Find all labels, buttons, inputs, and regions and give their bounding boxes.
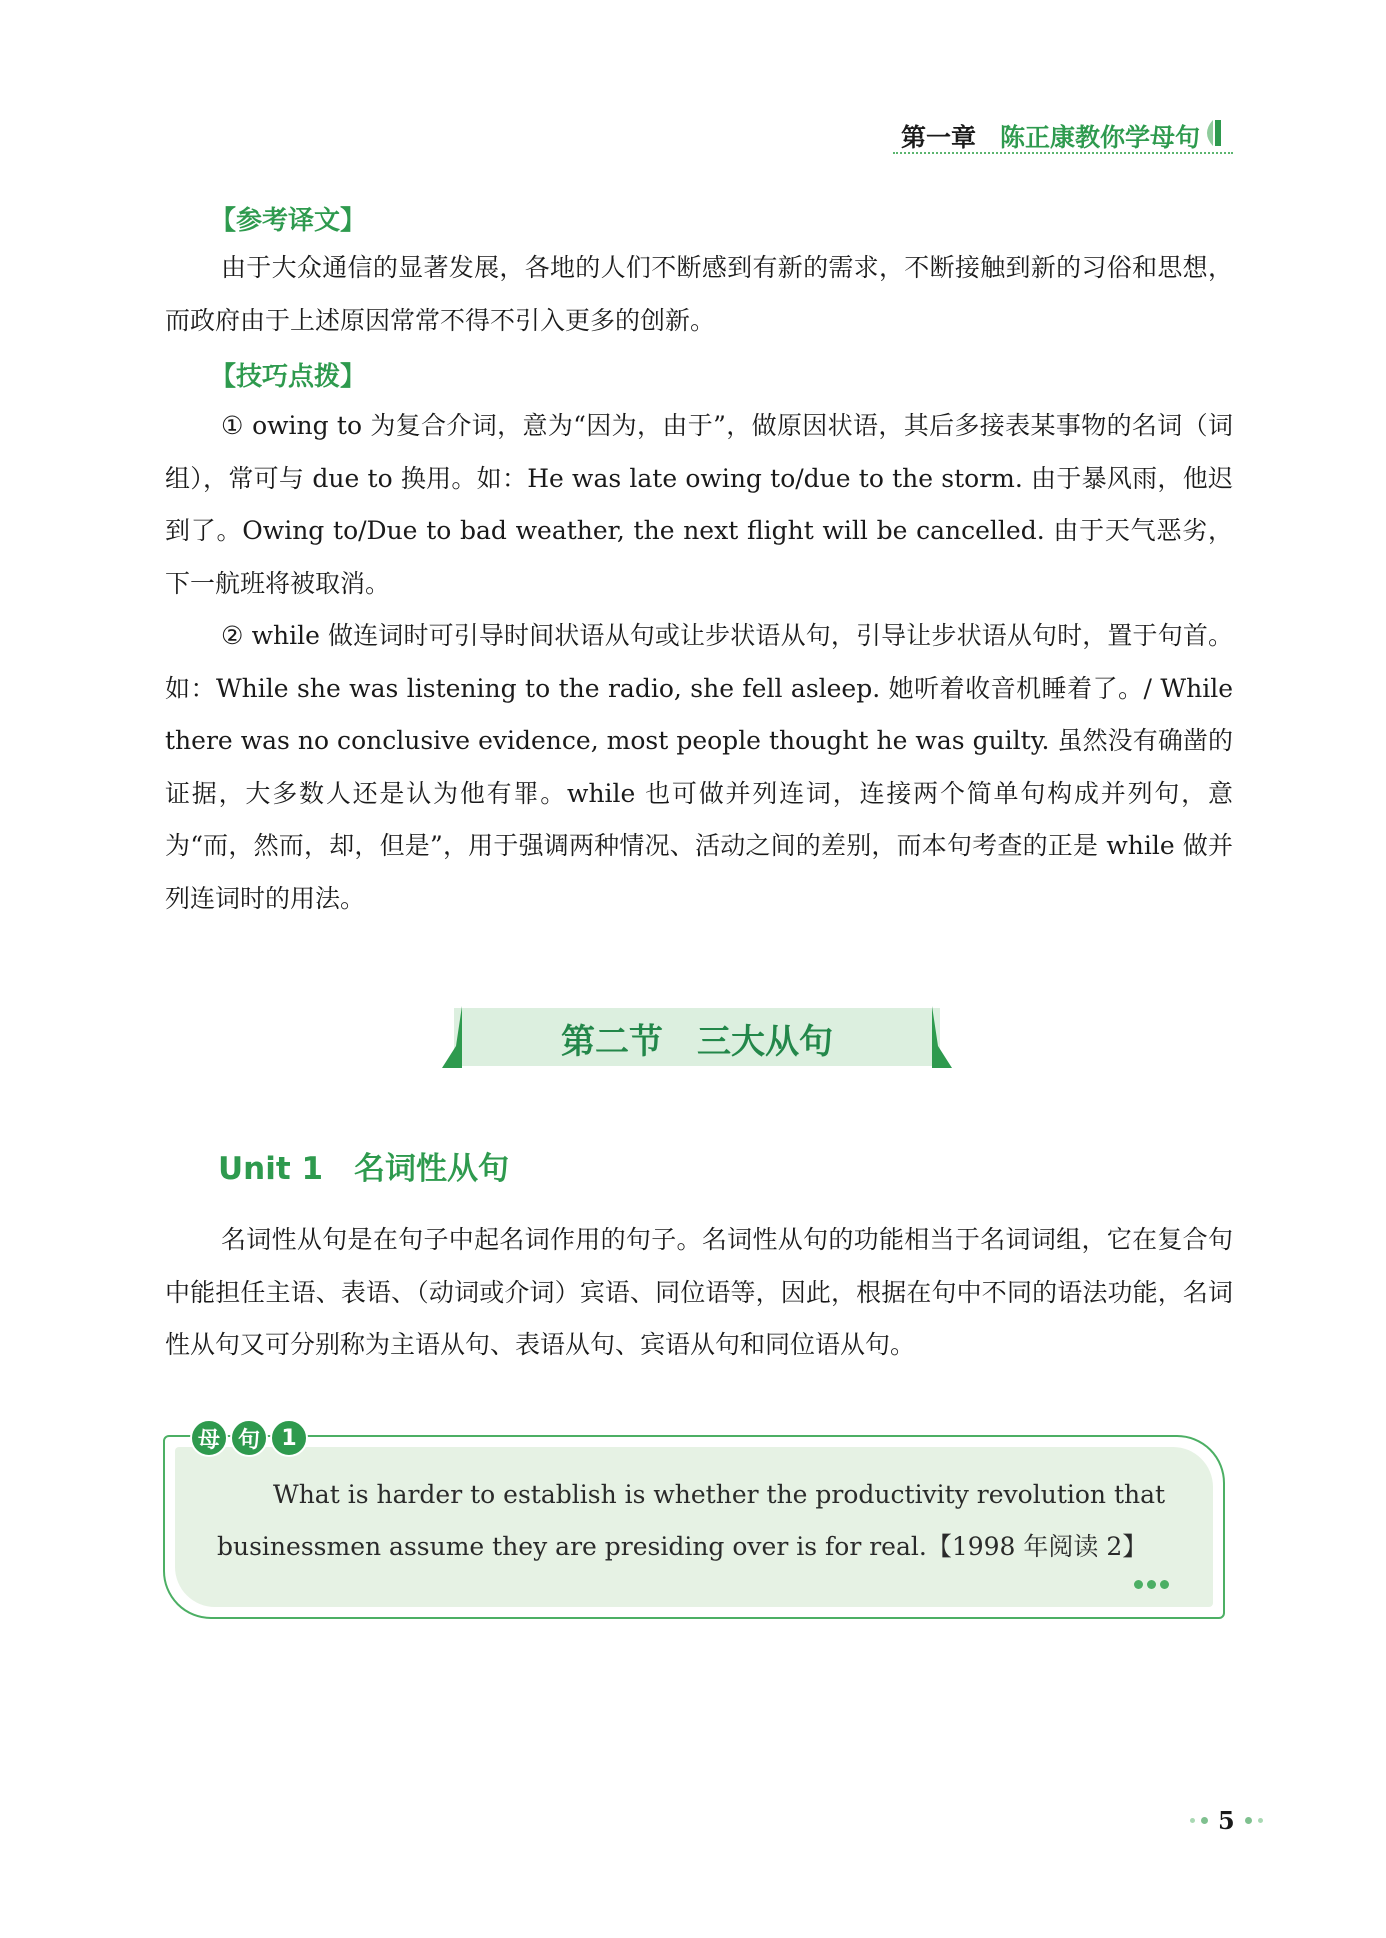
header-title: 陈正康教你学母句: [1000, 123, 1201, 152]
tips-point-2: ② while 做连词时可引导时间状语从句或让步状语从句，引导让步状语从句时，置于句首。如：While she was listening to the radio, she fell asleep. 她听着收音机睡着了。/ While there was no conclusive evidence, most people thought he was guilty. 虽然没有确凿的证据，大多数人还是认为他有罪。while 也可做并列连词，连接两个简单句构成并列句，意为“而，然而，却，但是”，用于强调两种情况、活动之间的差别，而本句考查的正是 while 做并列连词时的用法。: [165, 621, 1233, 913]
tips-label: 【技巧点拨】: [210, 362, 367, 392]
unit-intro: 名词性从句是在句子中起名词作用的句子。名词性从句的功能相当于名词词组，它在复合句中能担任主语、表语、（动词或介词）宾语、同位语等，因此，根据在句中不同的语法功能，名词性从句又可分别称为主语从句、表语从句、宾语从句和同位语从句。: [165, 1225, 1233, 1359]
mother-sentence-badge: [190, 1420, 308, 1456]
header-divider: [893, 152, 1233, 154]
mother-sentence-background: [175, 1447, 1213, 1607]
header-leaf-icon: [1199, 118, 1223, 148]
section-title: 第二节 三大从句: [561, 1022, 833, 1062]
header-text: [901, 118, 1200, 154]
header-chapter: 第一章: [901, 123, 977, 152]
page-dot-icon: [1190, 1818, 1195, 1823]
badge-number: 1: [270, 1419, 308, 1457]
running-header: [893, 112, 1233, 152]
badge-char-2: 句: [230, 1419, 268, 1457]
page-dot-icon: [1258, 1818, 1263, 1823]
mother-sentence-box: [163, 1435, 1225, 1619]
unit-heading: Unit 1 名词性从句: [218, 1151, 510, 1187]
translation-label: 【参考译文】: [210, 206, 367, 236]
badge-char-1: 母: [190, 1419, 228, 1457]
page-dot-icon: [1201, 1817, 1208, 1824]
page-number-text: 5: [1218, 1806, 1235, 1835]
page-dot-icon: [1245, 1817, 1252, 1824]
tips-point-1: ① owing to 为复合介词，意为“因为，由于”，做原因状语，其后多接表某事物的名词（词组），常可与 due to 换用。如：He was late owing to/due to the storm. 由于暴风雨，他迟到了。Owing to/Due to bad weather, the next flight will be cancelled. 由于天气恶劣，下一航班将被取消。: [165, 411, 1233, 598]
mother-sentence-text: What is harder to establish is whether the productivity revolution that businessmen assume they are presiding over is for real.【1998 年阅读 2】: [217, 1480, 1166, 1561]
section-banner: [442, 1006, 952, 1068]
page-number: [1190, 1806, 1263, 1835]
translation-text: 由于大众通信的显著发展，各地的人们不断感到有新的需求，不断接触到新的习俗和思想，而政府由于上述原因常常不得不引入更多的创新。: [165, 253, 1233, 335]
more-dots-icon: [1134, 1580, 1169, 1589]
